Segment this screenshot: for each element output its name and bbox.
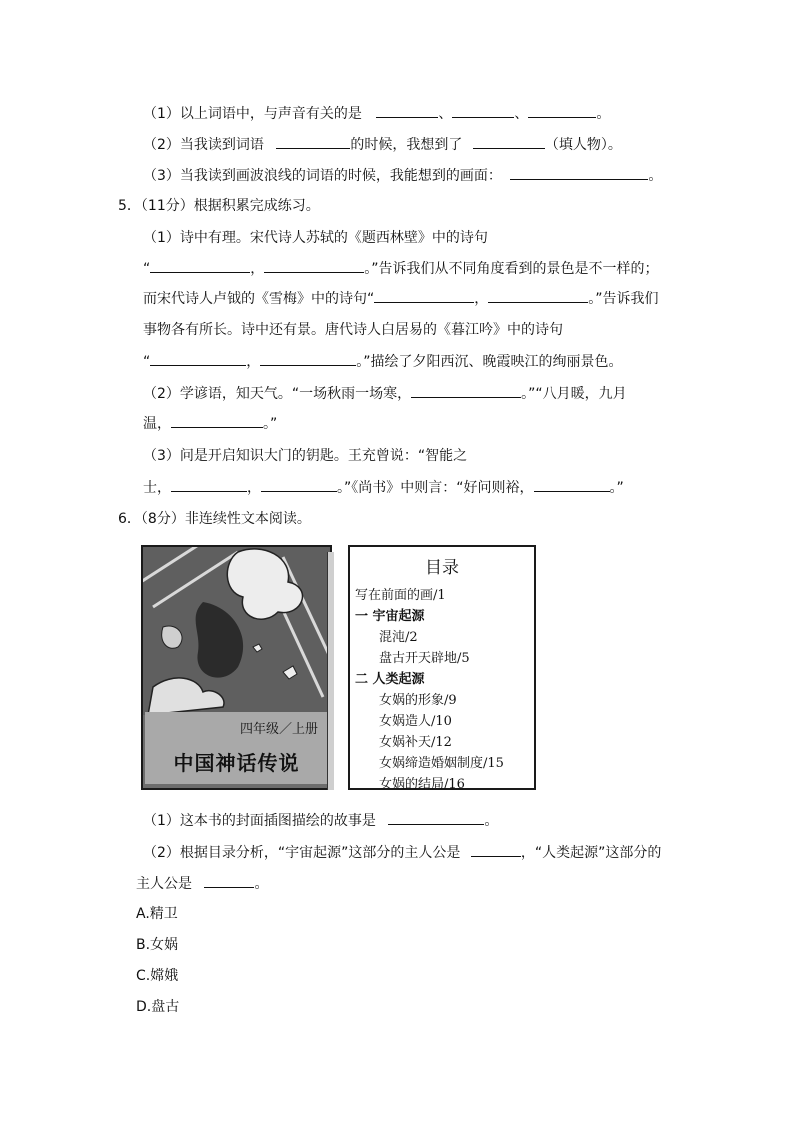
q4-item-2: （2）当我读到词语 的时候，我想到了 （填人物）。 <box>143 134 622 155</box>
answer-blank[interactable] <box>528 103 596 118</box>
answer-blank[interactable] <box>388 810 484 825</box>
answer-blank[interactable] <box>376 103 438 118</box>
q6-item-2-cont: 主人公是 。 <box>136 873 268 894</box>
option-a[interactable]: A.精卫 <box>136 906 178 922</box>
answer-blank[interactable] <box>150 258 250 273</box>
q5-line-4: 事物各有所长。诗中还有景。唐代诗人白居易的《暮江吟》中的诗句 <box>143 322 563 338</box>
answer-blank[interactable] <box>276 134 350 149</box>
book-cover-image <box>141 545 332 790</box>
toc-item: 盘古开天辟地/5 <box>379 651 470 666</box>
toc-item: 女娲造人/10 <box>379 714 452 729</box>
q4-item-3: （3）当我读到画波浪线的词语的时候，我能想到的画面： 。 <box>143 165 662 186</box>
cover-illustration <box>143 547 330 715</box>
cover-book-title: 中国神话传说 <box>173 751 300 775</box>
toc-section-heading: 一 宇宙起源 <box>355 609 425 624</box>
answer-blank[interactable] <box>473 134 545 149</box>
table-of-contents <box>348 545 536 790</box>
answer-blank[interactable] <box>510 165 648 180</box>
toc-item: 女娲补天/12 <box>379 735 452 750</box>
q4-item-1: （1）以上词语中，与声音有关的是 、 、 。 <box>143 103 610 124</box>
answer-blank[interactable] <box>261 477 337 492</box>
q5-line-9: 士， ， 。”《尚书》中则言：“好问则裕， 。” <box>143 477 624 498</box>
q5-line-6: （2）学谚语，知天气。“一场秋雨一场寒， 。”“八月暖，九月 <box>143 383 627 404</box>
answer-blank[interactable] <box>452 103 514 118</box>
answer-blank[interactable] <box>374 288 474 303</box>
answer-blank[interactable] <box>264 258 364 273</box>
option-d[interactable]: D.盘古 <box>136 999 180 1015</box>
toc-item: 写在前面的画/1 <box>355 588 446 603</box>
answer-blank[interactable] <box>411 383 521 398</box>
option-c[interactable]: C.嫦娥 <box>136 968 179 984</box>
q5-line-2: “ ， 。”告诉我们从不同角度看到的景色是不一样的； <box>143 258 659 279</box>
q6-heading: 6．（8分）非连续性文本阅读。 <box>118 511 311 527</box>
answer-blank[interactable] <box>204 873 254 888</box>
cover-title-band <box>145 712 328 784</box>
answer-blank[interactable] <box>260 351 356 366</box>
q5-line-1: （1）诗中有理。宋代诗人苏轼的《题西林壁》中的诗句 <box>143 230 488 246</box>
q5-line-7: 温， 。” <box>143 413 277 434</box>
toc-item: 女娲的形象/9 <box>379 693 457 708</box>
answer-blank[interactable] <box>171 413 263 428</box>
book-spine-edge <box>327 552 334 790</box>
option-b[interactable]: B.女娲 <box>136 937 179 953</box>
answer-blank[interactable] <box>171 477 247 492</box>
q6-item-2: （2）根据目录分析，“宇宙起源”这部分的主人公是 ，“人类起源”这部分的 <box>143 842 661 863</box>
cover-grade-label: 四年级／上册 <box>239 722 318 737</box>
q5-line-8: （3）问是开启知识大门的钥匙。王充曾说：“智能之 <box>143 448 468 464</box>
q5-line-3: 而宋代诗人卢钺的《雪梅》中的诗句“ ， 。”告诉我们 <box>143 288 659 309</box>
toc-section-heading: 二 人类起源 <box>355 672 425 687</box>
q5-line-5: “ ， 。”描绘了夕阳西沉、晚霞映江的绚丽景色。 <box>143 351 623 372</box>
toc-item: 女娲的结局/16 <box>379 777 465 792</box>
answer-blank[interactable] <box>150 351 246 366</box>
answer-blank[interactable] <box>471 842 521 857</box>
toc-item: 混沌/2 <box>379 630 418 645</box>
toc-title: 目录 <box>425 558 459 578</box>
answer-blank[interactable] <box>488 288 588 303</box>
q6-item-1: （1）这本书的封面插图描绘的故事是 。 <box>143 810 498 831</box>
toc-item: 女娲缔造婚姻制度/15 <box>379 756 504 771</box>
q5-heading: 5．（11分）根据积累完成练习。 <box>118 198 320 214</box>
answer-blank[interactable] <box>534 477 610 492</box>
